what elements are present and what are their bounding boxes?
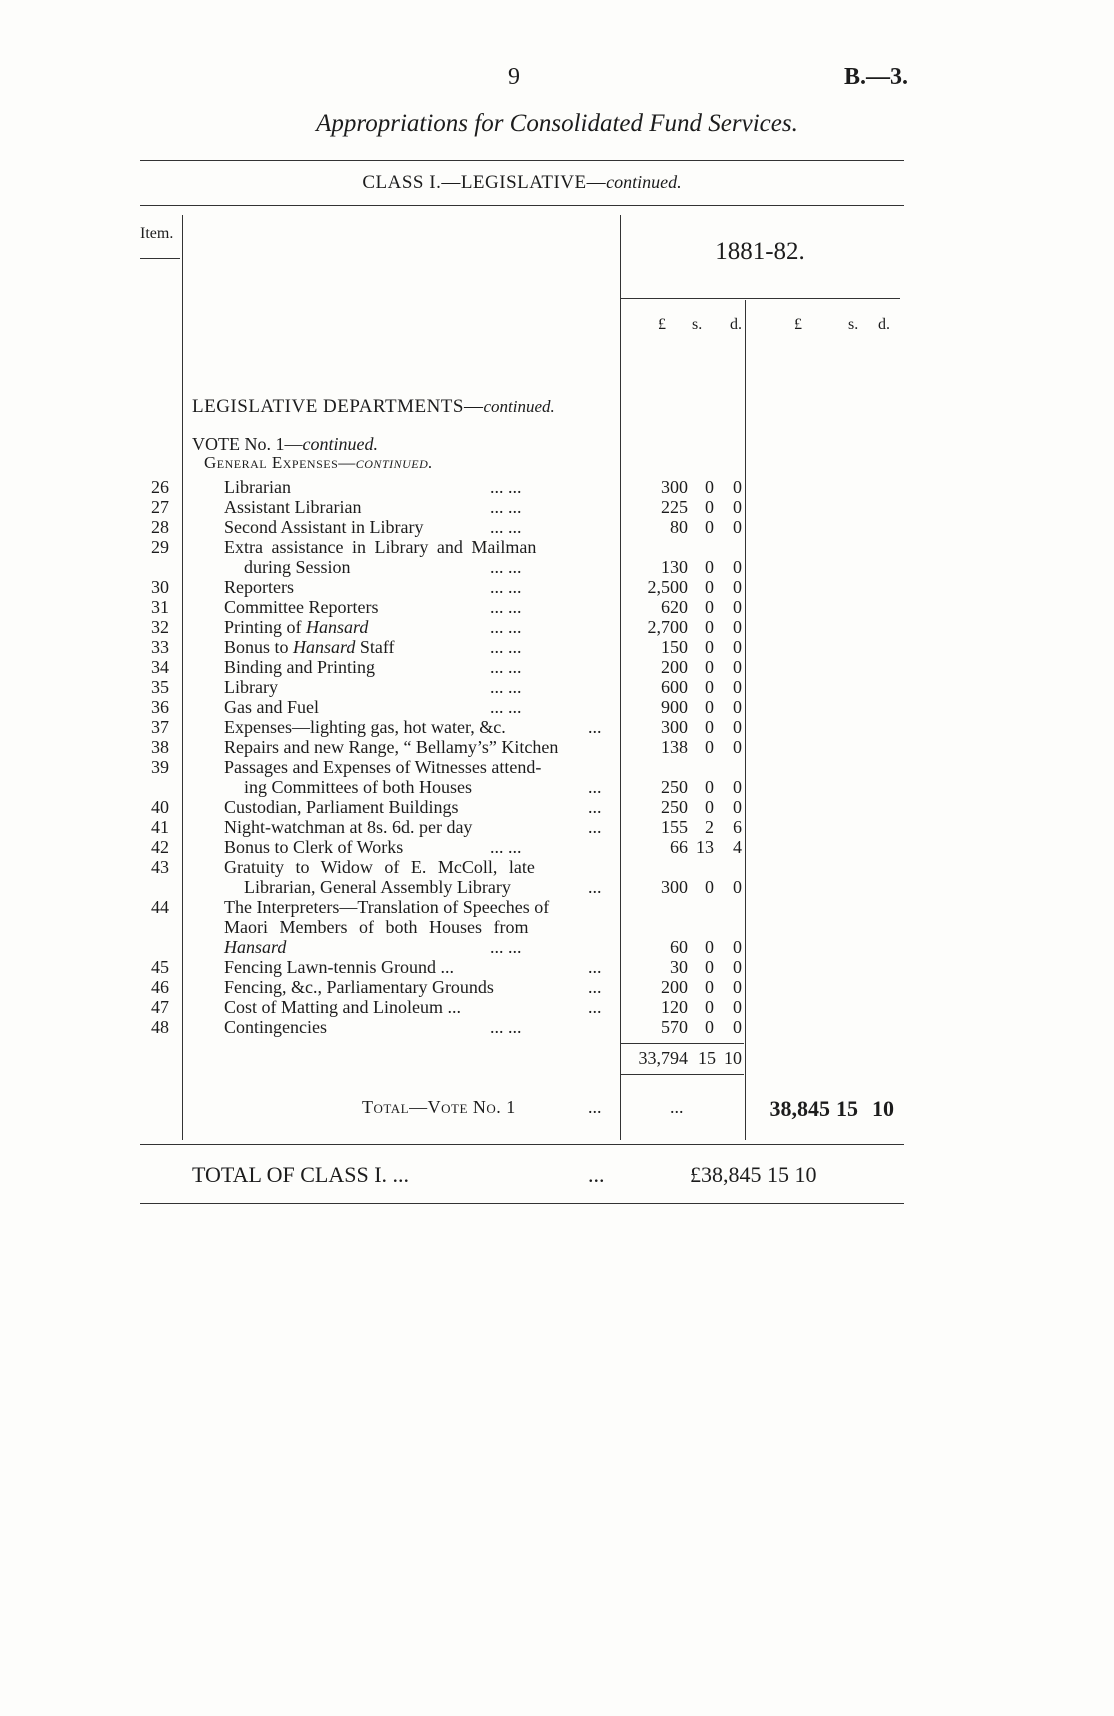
item-number: 34 <box>151 657 169 677</box>
section-heading: LEGISLATIVE DEPARTMENTS—continued. <box>192 396 555 417</box>
item-description: Assistant Librarian <box>224 497 362 517</box>
amount-pounds: 250 <box>661 797 688 817</box>
amount-pounds: 120 <box>661 997 688 1017</box>
amount-pence: 0 <box>733 517 742 537</box>
subtotal-rule-bottom <box>620 1074 744 1075</box>
amount-shillings: 0 <box>705 777 714 797</box>
amount-pence: 0 <box>733 957 742 977</box>
year-rule <box>620 298 900 299</box>
item-number: 43 <box>151 857 169 877</box>
vote-total-pence: 10 <box>872 1096 894 1121</box>
amount-pounds: 130 <box>661 557 688 577</box>
table-row <box>0 517 1114 537</box>
table-row <box>0 917 1114 937</box>
leader-dots: ... <box>588 997 602 1017</box>
item-description: Reporters <box>224 577 294 597</box>
item-description: Committee Reporters <box>224 597 379 617</box>
table-row <box>0 817 1114 837</box>
item-description: Passages and Expenses of Witnesses attend- <box>224 757 542 777</box>
leader-dots: ... <box>588 1162 605 1187</box>
leader-dots: ... ... <box>490 937 522 957</box>
leader-dots: ... ... <box>490 617 522 637</box>
table-row <box>0 1017 1114 1037</box>
amount-shillings: 0 <box>705 577 714 597</box>
amount-pence: 0 <box>733 577 742 597</box>
subtotal-pounds: 33,794 <box>638 1048 688 1068</box>
amount-pounds: 150 <box>661 637 688 657</box>
class-total-amount: £38,845 15 10 <box>690 1162 817 1187</box>
table-row <box>0 957 1114 977</box>
amount-shillings: 0 <box>705 517 714 537</box>
amount-shillings: 0 <box>705 737 714 757</box>
class-total-label: TOTAL OF CLASS I. ... <box>192 1162 410 1187</box>
class-rule <box>140 205 904 206</box>
item-description: Custodian, Parliament Buildings <box>224 797 459 817</box>
amount-shillings: 0 <box>705 557 714 577</box>
document-reference: B.—3. <box>844 64 909 90</box>
item-description: Gratuity to Widow of E. McColl, late <box>224 857 535 877</box>
amount-pounds: 80 <box>670 517 688 537</box>
table-row <box>0 717 1114 737</box>
leader-dots: ... <box>588 977 602 997</box>
table-row <box>0 937 1114 957</box>
amount-shillings: 0 <box>705 477 714 497</box>
amount-pounds: 2,700 <box>647 617 688 637</box>
top-rule <box>140 160 904 161</box>
item-number: 32 <box>151 617 169 637</box>
item-description: Second Assistant in Library <box>224 517 424 537</box>
amount-shillings: 13 <box>696 837 714 857</box>
amount-pounds: 250 <box>661 777 688 797</box>
item-description: Fencing, &c., Parliamentary Grounds <box>224 977 494 997</box>
amount-shillings: 0 <box>705 617 714 637</box>
table-row <box>0 497 1114 517</box>
amount-pounds: 900 <box>661 697 688 717</box>
leader-dots: ... ... <box>490 697 522 717</box>
amount-pence: 0 <box>733 937 742 957</box>
item-number: 48 <box>151 1017 169 1037</box>
amount-pence: 0 <box>733 977 742 997</box>
leader-dots: ... <box>588 957 602 977</box>
item-header-rule <box>140 258 180 259</box>
amount-pounds: 2,500 <box>647 577 688 597</box>
leader-dots: ... ... <box>490 677 522 697</box>
class-total-rule-top <box>140 1144 904 1145</box>
class-heading: CLASS I.—LEGISLATIVE—continued. <box>362 172 682 193</box>
item-number: 37 <box>151 717 169 737</box>
item-number: 40 <box>151 797 169 817</box>
amount-pence: 0 <box>733 997 742 1017</box>
item-description: Expenses—lighting gas, hot water, &c. <box>224 717 506 737</box>
leader-dots: ... ... <box>490 577 522 597</box>
item-description: Library <box>224 677 278 697</box>
item-number: 46 <box>151 977 169 997</box>
amount-pence: 0 <box>733 597 742 617</box>
item-description: Gas and Fuel <box>224 697 319 717</box>
leader-dots: ... <box>588 877 602 897</box>
item-description-continued: during Session <box>244 557 351 577</box>
vote-total-shillings: 15 <box>836 1096 858 1121</box>
vote-total-placeholder: ... <box>670 1097 684 1117</box>
table-row <box>0 737 1114 757</box>
subtotal-pence: 10 <box>724 1048 742 1068</box>
pence-header-2: d. <box>878 316 890 333</box>
amount-shillings: 0 <box>705 697 714 717</box>
shilling-header-2: s. <box>848 316 859 333</box>
amount-pounds: 570 <box>661 1017 688 1037</box>
subtotal-row <box>0 1048 1114 1068</box>
item-description: Bonus to Clerk of Works <box>224 837 404 857</box>
amount-shillings: 0 <box>705 717 714 737</box>
vote-total-pounds: 38,845 <box>769 1096 830 1121</box>
amount-pence: 0 <box>733 677 742 697</box>
table-row <box>0 637 1114 657</box>
page-number: 9 <box>508 64 520 90</box>
leader-dots: ... ... <box>490 497 522 517</box>
leader-dots: ... ... <box>490 597 522 617</box>
item-description: Cost of Matting and Linoleum ... <box>224 997 461 1017</box>
item-description: Repairs and new Range, “ Bellamy’s” Kitchen <box>224 737 559 757</box>
item-number: 29 <box>151 537 169 557</box>
subtotal-rule-top <box>620 1043 744 1044</box>
item-number: 35 <box>151 677 169 697</box>
pound-header-1: £ <box>658 316 666 333</box>
amount-shillings: 0 <box>705 1017 714 1037</box>
page-title: Appropriations for Consolidated Fund Services. <box>316 110 798 137</box>
item-description: Extra assistance in Library and Mailman <box>224 537 537 557</box>
item-number: 39 <box>151 757 169 777</box>
item-description: Night-watchman at 8s. 6d. per day <box>224 817 473 837</box>
leader-dots: ... <box>588 1097 602 1117</box>
amount-pence: 0 <box>733 477 742 497</box>
table-row <box>0 837 1114 857</box>
amount-pence: 0 <box>733 557 742 577</box>
table-row <box>0 877 1114 897</box>
item-number: 28 <box>151 517 169 537</box>
amount-pence: 6 <box>733 817 742 837</box>
leader-dots: ... <box>588 717 602 737</box>
table-row <box>0 537 1114 557</box>
item-column-header: Item. <box>140 225 174 242</box>
amount-pence: 0 <box>733 697 742 717</box>
leader-dots: ... ... <box>490 637 522 657</box>
shilling-header-1: s. <box>692 316 703 333</box>
table-row <box>0 757 1114 777</box>
item-description-continued: Librarian, General Assembly Library <box>244 877 511 897</box>
amount-pence: 0 <box>733 637 742 657</box>
amount-shillings: 0 <box>705 597 714 617</box>
amount-shillings: 0 <box>705 977 714 997</box>
item-description-continued: Maori Members of both Houses from <box>224 917 529 937</box>
amount-pounds: 138 <box>661 737 688 757</box>
subtotal-shillings: 15 <box>698 1048 716 1068</box>
table-row <box>0 797 1114 817</box>
table-row <box>0 857 1114 877</box>
item-description: Librarian <box>224 477 291 497</box>
amount-shillings: 0 <box>705 657 714 677</box>
amount-pence: 0 <box>733 657 742 677</box>
table-row <box>0 657 1114 677</box>
amount-pounds: 620 <box>661 597 688 617</box>
amount-pence: 0 <box>733 497 742 517</box>
leader-dots: ... ... <box>490 657 522 677</box>
amount-pounds: 600 <box>661 677 688 697</box>
item-number: 44 <box>151 897 169 917</box>
item-description: The Interpreters—Translation of Speeches of <box>224 897 550 917</box>
item-number: 41 <box>151 817 169 837</box>
leader-dots: ... ... <box>490 1017 522 1037</box>
item-description: Binding and Printing <box>224 657 376 677</box>
amount-pounds: 30 <box>670 957 688 977</box>
table-row <box>0 577 1114 597</box>
item-number: 42 <box>151 837 169 857</box>
item-number: 36 <box>151 697 169 717</box>
item-description: Bonus to Hansard Staff <box>224 637 395 657</box>
item-description: Fencing Lawn-tennis Ground ... <box>224 957 454 977</box>
vote-heading: VOTE No. 1—continued. <box>192 434 378 454</box>
amount-pounds: 155 <box>661 817 688 837</box>
general-expenses-heading: General Expenses—continued. <box>204 453 434 472</box>
item-description: Contingencies <box>224 1017 327 1037</box>
vote-total-label: Total—Vote No. 1 <box>362 1097 516 1117</box>
amount-pence: 0 <box>733 777 742 797</box>
leader-dots: ... ... <box>490 517 522 537</box>
leader-dots: ... <box>588 817 602 837</box>
amount-shillings: 0 <box>705 637 714 657</box>
item-number: 47 <box>151 997 169 1017</box>
table-row <box>0 897 1114 917</box>
item-number: 45 <box>151 957 169 977</box>
amount-shillings: 0 <box>705 497 714 517</box>
leader-dots: ... <box>588 797 602 817</box>
item-number: 30 <box>151 577 169 597</box>
amount-shillings: 0 <box>705 937 714 957</box>
amount-shillings: 0 <box>705 997 714 1017</box>
table-row <box>0 477 1114 497</box>
amount-shillings: 0 <box>705 677 714 697</box>
leader-dots: ... <box>588 777 602 797</box>
amount-pounds: 300 <box>661 877 688 897</box>
item-description-continued: Hansard <box>224 937 287 957</box>
amount-shillings: 0 <box>705 957 714 977</box>
pound-header-2: £ <box>794 316 802 333</box>
amount-pounds: 200 <box>661 977 688 997</box>
year-header: 1881-82. <box>715 238 805 265</box>
item-number: 26 <box>151 477 169 497</box>
table-row <box>0 617 1114 637</box>
amount-pounds: 225 <box>661 497 688 517</box>
leader-dots: ... ... <box>490 477 522 497</box>
item-number: 38 <box>151 737 169 757</box>
table-row <box>0 777 1114 797</box>
amount-pounds: 300 <box>661 717 688 737</box>
table-row <box>0 997 1114 1017</box>
amount-pence: 0 <box>733 1017 742 1037</box>
table-row <box>0 557 1114 577</box>
amount-pence: 0 <box>733 737 742 757</box>
amount-pence: 0 <box>733 617 742 637</box>
amount-pounds: 200 <box>661 657 688 677</box>
item-description-continued: ing Committees of both Houses <box>244 777 472 797</box>
class-total-rule-bottom <box>140 1203 904 1204</box>
item-number: 27 <box>151 497 169 517</box>
table-row <box>0 977 1114 997</box>
leader-dots: ... ... <box>490 837 522 857</box>
amount-shillings: 2 <box>705 817 714 837</box>
item-description: Printing of Hansard <box>224 617 369 637</box>
amount-shillings: 0 <box>705 877 714 897</box>
amount-pounds: 300 <box>661 477 688 497</box>
amount-pence: 4 <box>733 837 742 857</box>
item-number: 31 <box>151 597 169 617</box>
amount-pence: 0 <box>733 797 742 817</box>
leader-dots: ... ... <box>490 557 522 577</box>
pence-header-1: d. <box>730 316 742 333</box>
amount-pounds: 66 <box>670 837 688 857</box>
amount-pounds: 60 <box>670 937 688 957</box>
table-row <box>0 697 1114 717</box>
amount-pence: 0 <box>733 717 742 737</box>
table-row <box>0 597 1114 617</box>
amount-pence: 0 <box>733 877 742 897</box>
amount-shillings: 0 <box>705 797 714 817</box>
table-row <box>0 677 1114 697</box>
item-number: 33 <box>151 637 169 657</box>
